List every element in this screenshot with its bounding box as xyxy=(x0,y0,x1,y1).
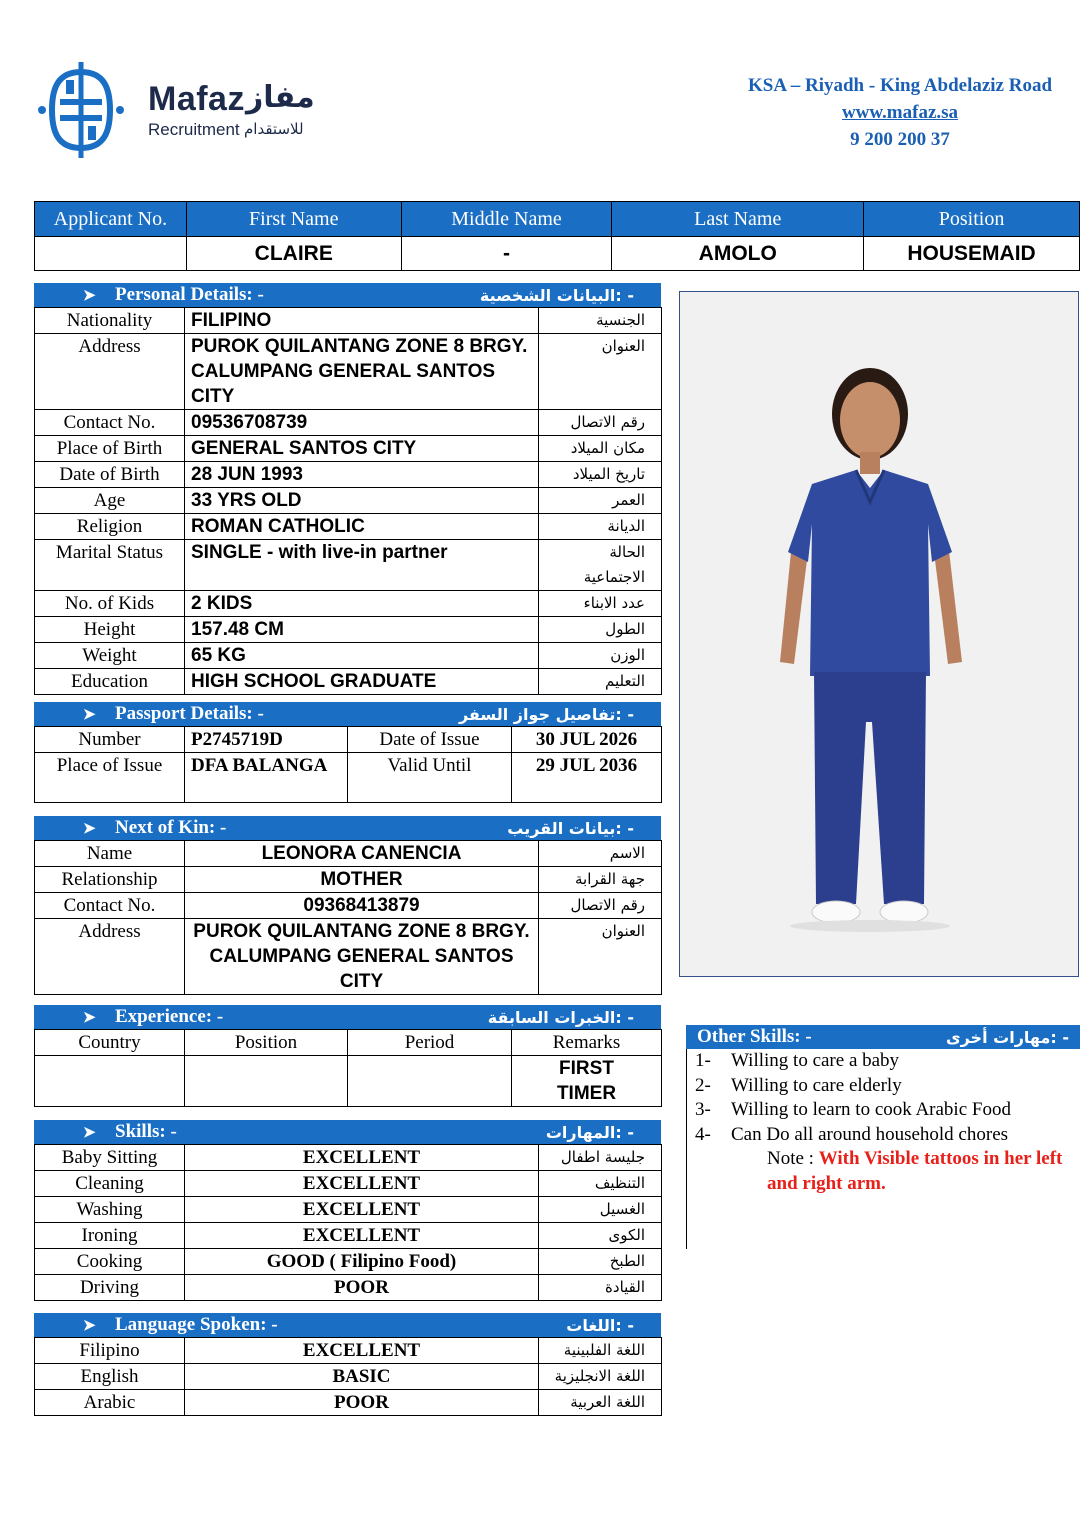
note-label: Note : xyxy=(767,1148,819,1169)
row-label: Address xyxy=(35,334,185,410)
table-row xyxy=(35,617,662,643)
list-item: 1- Willing to care a baby xyxy=(695,1050,900,1071)
row-label-arabic: رقم الاتصال xyxy=(539,410,662,436)
experience-header xyxy=(34,1005,661,1029)
note-text: With Visible tattoos in her left and right arm. xyxy=(767,1148,1063,1194)
row-label: Weight xyxy=(35,643,185,669)
place-of-issue-label: Place of Issue xyxy=(35,753,185,803)
row-label-arabic: العنوان xyxy=(539,334,662,410)
table-row xyxy=(35,1223,662,1249)
row-label-arabic: مكان الميلاد xyxy=(539,436,662,462)
row-label: Date of Birth xyxy=(35,462,185,488)
row-value: 65 KG xyxy=(185,643,539,669)
skills-table xyxy=(34,1144,662,1301)
row-value: EXCELLENT xyxy=(185,1197,539,1223)
passport-details-table xyxy=(34,726,662,803)
next-of-kin-section xyxy=(34,816,661,995)
arrow-icon: ➤ xyxy=(83,706,96,723)
other-skills-section xyxy=(686,1025,1080,1249)
table-row xyxy=(35,669,662,695)
experience-remarks-value: FIRST TIMER xyxy=(512,1056,662,1107)
row-value: EXCELLENT xyxy=(185,1223,539,1249)
table-row xyxy=(35,488,662,514)
row-value: 2 KIDS xyxy=(185,591,539,617)
place-of-issue-value: DFA BALANGA xyxy=(185,753,348,803)
row-label-arabic: الكوى xyxy=(539,1223,662,1249)
section-title-arabic: الخبرات السابقة: - xyxy=(487,1007,634,1027)
row-label-arabic: التنظيف xyxy=(539,1171,662,1197)
valid-until-value: 29 JUL 2036 xyxy=(512,753,662,803)
row-label: No. of Kids xyxy=(35,591,185,617)
other-skills-header xyxy=(686,1025,1080,1049)
passport-number-value: P2745719D xyxy=(185,727,348,753)
section-title: Experience: - xyxy=(115,1006,224,1027)
row-label: Driving xyxy=(35,1275,185,1301)
row-label-arabic: القيادة xyxy=(539,1275,662,1301)
table-row xyxy=(35,514,662,540)
row-label: English xyxy=(35,1364,185,1390)
experience-position-value xyxy=(185,1056,348,1107)
table-row xyxy=(35,308,662,334)
brand-tagline-arabic: للاستقدام xyxy=(244,120,304,138)
table-row xyxy=(35,1171,662,1197)
row-label-arabic: اللغة العربية xyxy=(539,1390,662,1416)
last-name-value: AMOLO xyxy=(612,237,864,271)
company-address: KSA – Riyadh - King Abdelaziz Road xyxy=(747,75,1053,96)
list-item: 4- Can Do all around household chores xyxy=(695,1123,1009,1145)
table-row xyxy=(35,643,662,669)
languages-table xyxy=(34,1337,662,1416)
table-row xyxy=(35,919,662,995)
row-label-arabic: العمر xyxy=(539,488,662,514)
row-value: POOR xyxy=(185,1275,539,1301)
table-row xyxy=(35,1275,662,1301)
row-value: POOR xyxy=(185,1390,539,1416)
table-row xyxy=(35,893,662,919)
section-title: Language Spoken: - xyxy=(115,1314,278,1335)
row-value: 09536708739 xyxy=(185,410,539,436)
row-value: ROMAN CATHOLIC xyxy=(185,514,539,540)
table-row xyxy=(35,591,662,617)
skills-header xyxy=(34,1120,661,1144)
section-title: Skills: - xyxy=(115,1121,177,1142)
row-value: FILIPINO xyxy=(185,308,539,334)
row-label: Nationality xyxy=(35,308,185,334)
row-label: Address xyxy=(35,919,185,995)
row-label-arabic: الطبخ xyxy=(539,1249,662,1275)
experience-position-header: Position xyxy=(185,1030,348,1056)
position-header: Position xyxy=(864,202,1080,237)
next-of-kin-table xyxy=(34,840,662,995)
section-title: Personal Details: - xyxy=(115,284,264,305)
row-value: GOOD ( Filipino Food) xyxy=(185,1249,539,1275)
row-label: Ironing xyxy=(35,1223,185,1249)
row-label-arabic: عدد الابناء xyxy=(539,591,662,617)
table-row xyxy=(35,334,662,410)
position-value: HOUSEMAID xyxy=(864,237,1080,271)
applicant-no-value xyxy=(35,237,187,271)
passport-number-label: Number xyxy=(35,727,185,753)
passport-details-header xyxy=(34,702,661,726)
row-value: LEONORA CANENCIA xyxy=(185,841,539,867)
first-name-header: First Name xyxy=(186,202,401,237)
row-label: Cooking xyxy=(35,1249,185,1275)
arrow-icon: ➤ xyxy=(83,287,96,304)
row-label: Contact No. xyxy=(35,893,185,919)
personal-details-header xyxy=(34,283,661,307)
row-value: PUROK QUILANTANG ZONE 8 BRGY. CALUMPANG GENERAL SANTOS CITY xyxy=(185,334,539,410)
list-item: 3- Willing to learn to cook Arabic Food xyxy=(695,1099,1011,1120)
row-value: EXCELLENT xyxy=(185,1338,539,1364)
table-row xyxy=(35,1364,662,1390)
section-title-arabic: بيانات القريب: - xyxy=(507,818,634,838)
row-label-arabic: جليسة اطفال xyxy=(539,1145,662,1171)
section-title-arabic: تفاصيل جواز السفر: - xyxy=(458,704,634,724)
row-value: 33 YRS OLD xyxy=(185,488,539,514)
experience-section xyxy=(34,1005,661,1107)
table-row xyxy=(35,410,662,436)
row-label: Cleaning xyxy=(35,1171,185,1197)
row-value: BASIC xyxy=(185,1364,539,1390)
row-value: HIGH SCHOOL GRADUATE xyxy=(185,669,539,695)
experience-remarks-header: Remarks xyxy=(512,1030,662,1056)
experience-period-header: Period xyxy=(348,1030,512,1056)
row-label: Name xyxy=(35,841,185,867)
applicant-photo xyxy=(679,291,1079,977)
row-label-arabic: تاريخ الميلاد xyxy=(539,462,662,488)
row-label-arabic: الحالة الاجتماعية xyxy=(539,540,662,591)
arrow-icon: ➤ xyxy=(83,1124,96,1141)
row-value: 28 JUN 1993 xyxy=(185,462,539,488)
table-row xyxy=(35,1390,662,1416)
row-label: Washing xyxy=(35,1197,185,1223)
languages-header xyxy=(34,1313,661,1337)
table-row xyxy=(35,1197,662,1223)
row-label-arabic: الديانة xyxy=(539,514,662,540)
experience-table xyxy=(34,1029,662,1107)
brand-tagline: Recruitment xyxy=(148,120,240,139)
row-label: Baby Sitting xyxy=(35,1145,185,1171)
section-title: Other Skills: - xyxy=(697,1026,812,1047)
row-label: Religion xyxy=(35,514,185,540)
table-row xyxy=(35,1249,662,1275)
row-label-arabic: التعليم xyxy=(539,669,662,695)
passport-details-section xyxy=(34,702,661,803)
row-label: Filipino xyxy=(35,1338,185,1364)
row-label: Relationship xyxy=(35,867,185,893)
experience-country-value xyxy=(35,1056,185,1107)
table-row xyxy=(35,1338,662,1364)
applicant-no-header: Applicant No. xyxy=(35,202,187,237)
row-label-arabic: جهة القرابة xyxy=(539,867,662,893)
section-title-arabic: البيانات الشخصية: - xyxy=(479,285,634,305)
row-label: Education xyxy=(35,669,185,695)
section-title: Next of Kin: - xyxy=(115,817,227,838)
issue-date-label: Date of Issue xyxy=(348,727,512,753)
row-label-arabic: الوزن xyxy=(539,643,662,669)
row-label-arabic: الطول xyxy=(539,617,662,643)
table-row xyxy=(35,841,662,867)
mafaz-logo-icon xyxy=(38,58,148,162)
table-row xyxy=(35,540,662,591)
brand-name-arabic: مفاز xyxy=(246,80,315,115)
row-label-arabic: الاسم xyxy=(539,841,662,867)
row-label-arabic: العنوان xyxy=(539,919,662,995)
languages-section xyxy=(34,1313,661,1416)
section-title-arabic: المهارات: - xyxy=(545,1122,634,1142)
company-phone: 9 200 200 37 xyxy=(850,129,950,150)
brand-name: Mafaz xyxy=(148,80,245,118)
row-label: Place of Birth xyxy=(35,436,185,462)
company-contact xyxy=(720,72,1080,153)
row-label: Height xyxy=(35,617,185,643)
middle-name-value: - xyxy=(401,237,612,271)
personal-details-section xyxy=(34,283,661,695)
row-label-arabic: الغسيل xyxy=(539,1197,662,1223)
table-row xyxy=(35,436,662,462)
row-value: PUROK QUILANTANG ZONE 8 BRGY. CALUMPANG GENERAL SANTOS CITY xyxy=(185,919,539,995)
personal-details-table xyxy=(34,307,662,695)
row-value: 157.48 CM xyxy=(185,617,539,643)
section-title-arabic: اللغات: - xyxy=(566,1315,634,1335)
arrow-icon: ➤ xyxy=(83,820,96,837)
company-website-link[interactable]: www.mafaz.sa xyxy=(841,102,959,123)
table-row xyxy=(35,462,662,488)
arrow-icon: ➤ xyxy=(83,1009,96,1026)
section-title: Passport Details: - xyxy=(115,703,264,724)
arrow-icon: ➤ xyxy=(83,1317,96,1334)
last-name-header: Last Name xyxy=(612,202,864,237)
person-photo-icon xyxy=(680,292,1078,976)
list-item: 2- Willing to care elderly xyxy=(695,1074,902,1096)
row-value: 09368413879 xyxy=(185,893,539,919)
valid-until-label: Valid Until xyxy=(348,753,512,803)
row-value: EXCELLENT xyxy=(185,1145,539,1171)
row-label-arabic: رقم الاتصال xyxy=(539,893,662,919)
middle-name-header: Middle Name xyxy=(401,202,612,237)
row-value: SINGLE - with live-in partner xyxy=(185,540,539,591)
first-name-value: CLAIRE xyxy=(186,237,401,271)
skills-section xyxy=(34,1120,661,1301)
row-value: MOTHER xyxy=(185,867,539,893)
row-label: Marital Status xyxy=(35,540,185,591)
row-label: Age xyxy=(35,488,185,514)
table-row xyxy=(35,1145,662,1171)
applicant-table xyxy=(34,201,1080,271)
experience-period-value xyxy=(348,1056,512,1107)
issue-date-value: 30 JUL 2026 xyxy=(512,727,662,753)
experience-country-header: Country xyxy=(35,1030,185,1056)
table-row xyxy=(35,867,662,893)
row-value: EXCELLENT xyxy=(185,1171,539,1197)
row-value: GENERAL SANTOS CITY xyxy=(185,436,539,462)
row-label-arabic: اللغة الفلبينية xyxy=(539,1338,662,1364)
row-label: Contact No. xyxy=(35,410,185,436)
section-title-arabic: مهارات أخرى: - xyxy=(945,1027,1069,1047)
next-of-kin-header xyxy=(34,816,661,840)
note xyxy=(687,1147,1080,1196)
row-label: Arabic xyxy=(35,1390,185,1416)
row-label-arabic: اللغة الانجليزية xyxy=(539,1364,662,1390)
row-label-arabic: الجنسية xyxy=(539,308,662,334)
other-skills-list xyxy=(686,1049,1080,1249)
